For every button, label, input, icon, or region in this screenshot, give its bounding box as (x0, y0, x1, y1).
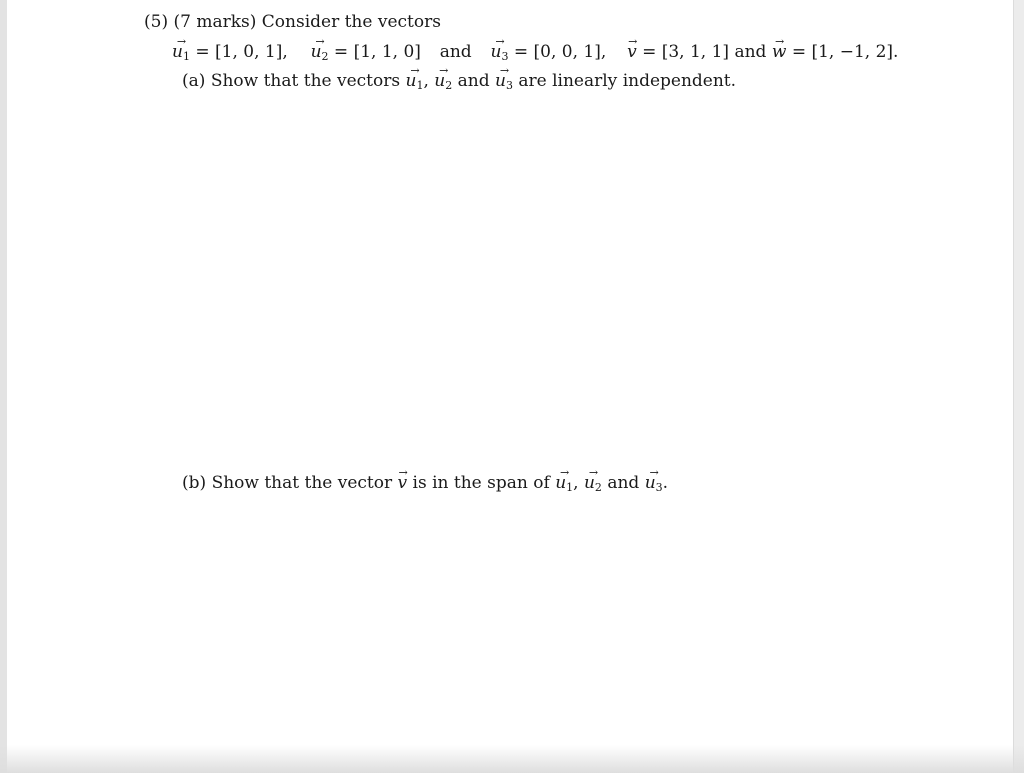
vector-u3-symbol: → $u_3$ (495, 71, 513, 96)
and-word: and (439, 42, 472, 62)
equals-sign: = (513, 42, 529, 62)
part-b-label: (b) (182, 473, 207, 493)
vector-u3-value: [0, 0, 1], (533, 42, 607, 62)
part-a-tail: are linearly independent. (518, 71, 737, 91)
vector-w-value: [1, −1, 2]. (811, 42, 899, 62)
equals-sign: = (642, 42, 657, 62)
equals-sign: = (791, 42, 807, 62)
vector-u2-value: [1, 1, 0] (353, 42, 421, 62)
part-b-text: Show that the vector (211, 473, 393, 493)
problem-header-text: (5) (7 marks) Consider the vectors (144, 12, 441, 32)
vector-definitions (172, 42, 898, 67)
equals-sign: = (333, 42, 349, 62)
scrollbar-track[interactable] (1013, 0, 1024, 773)
part-a-label: (a) (182, 71, 206, 91)
vector-u1-symbol: → $u_1$ (172, 42, 190, 67)
part-a-text: Show that the vectors (210, 71, 401, 91)
problem-header (144, 12, 441, 32)
vector-v-symbol: → v (398, 473, 408, 493)
left-edge-strip (0, 0, 7, 773)
part-b-tail: . (662, 473, 669, 493)
vector-u1-value: [1, 0, 1], (215, 42, 288, 62)
and-word: and (457, 71, 490, 91)
vector-u3-symbol: → $u_3$ (645, 473, 663, 498)
and-word: and (734, 42, 767, 62)
vector-u1-symbol: → $u_1$ (555, 473, 573, 498)
and-word: and (607, 473, 640, 493)
comma: , (423, 71, 429, 91)
part-b-mid: is in the span of (412, 473, 550, 493)
vector-v-value: [3, 1, 1] (661, 42, 730, 62)
comma: , (573, 473, 579, 493)
vector-v-symbol: → v (627, 42, 637, 62)
equals-sign: = (195, 42, 210, 62)
part-b (182, 473, 668, 498)
vector-u2-symbol: → $u_2$ (311, 42, 329, 67)
vector-u2-symbol: → $u_2$ (584, 473, 602, 498)
bottom-shadow (0, 745, 1024, 773)
vector-w-symbol: → w (772, 42, 787, 62)
part-a (182, 71, 736, 96)
vector-u2-symbol: → $u_2$ (434, 71, 452, 96)
vector-u1-symbol: → $u_1$ (406, 71, 424, 96)
vector-u3-symbol: → $u_3$ (491, 42, 509, 67)
